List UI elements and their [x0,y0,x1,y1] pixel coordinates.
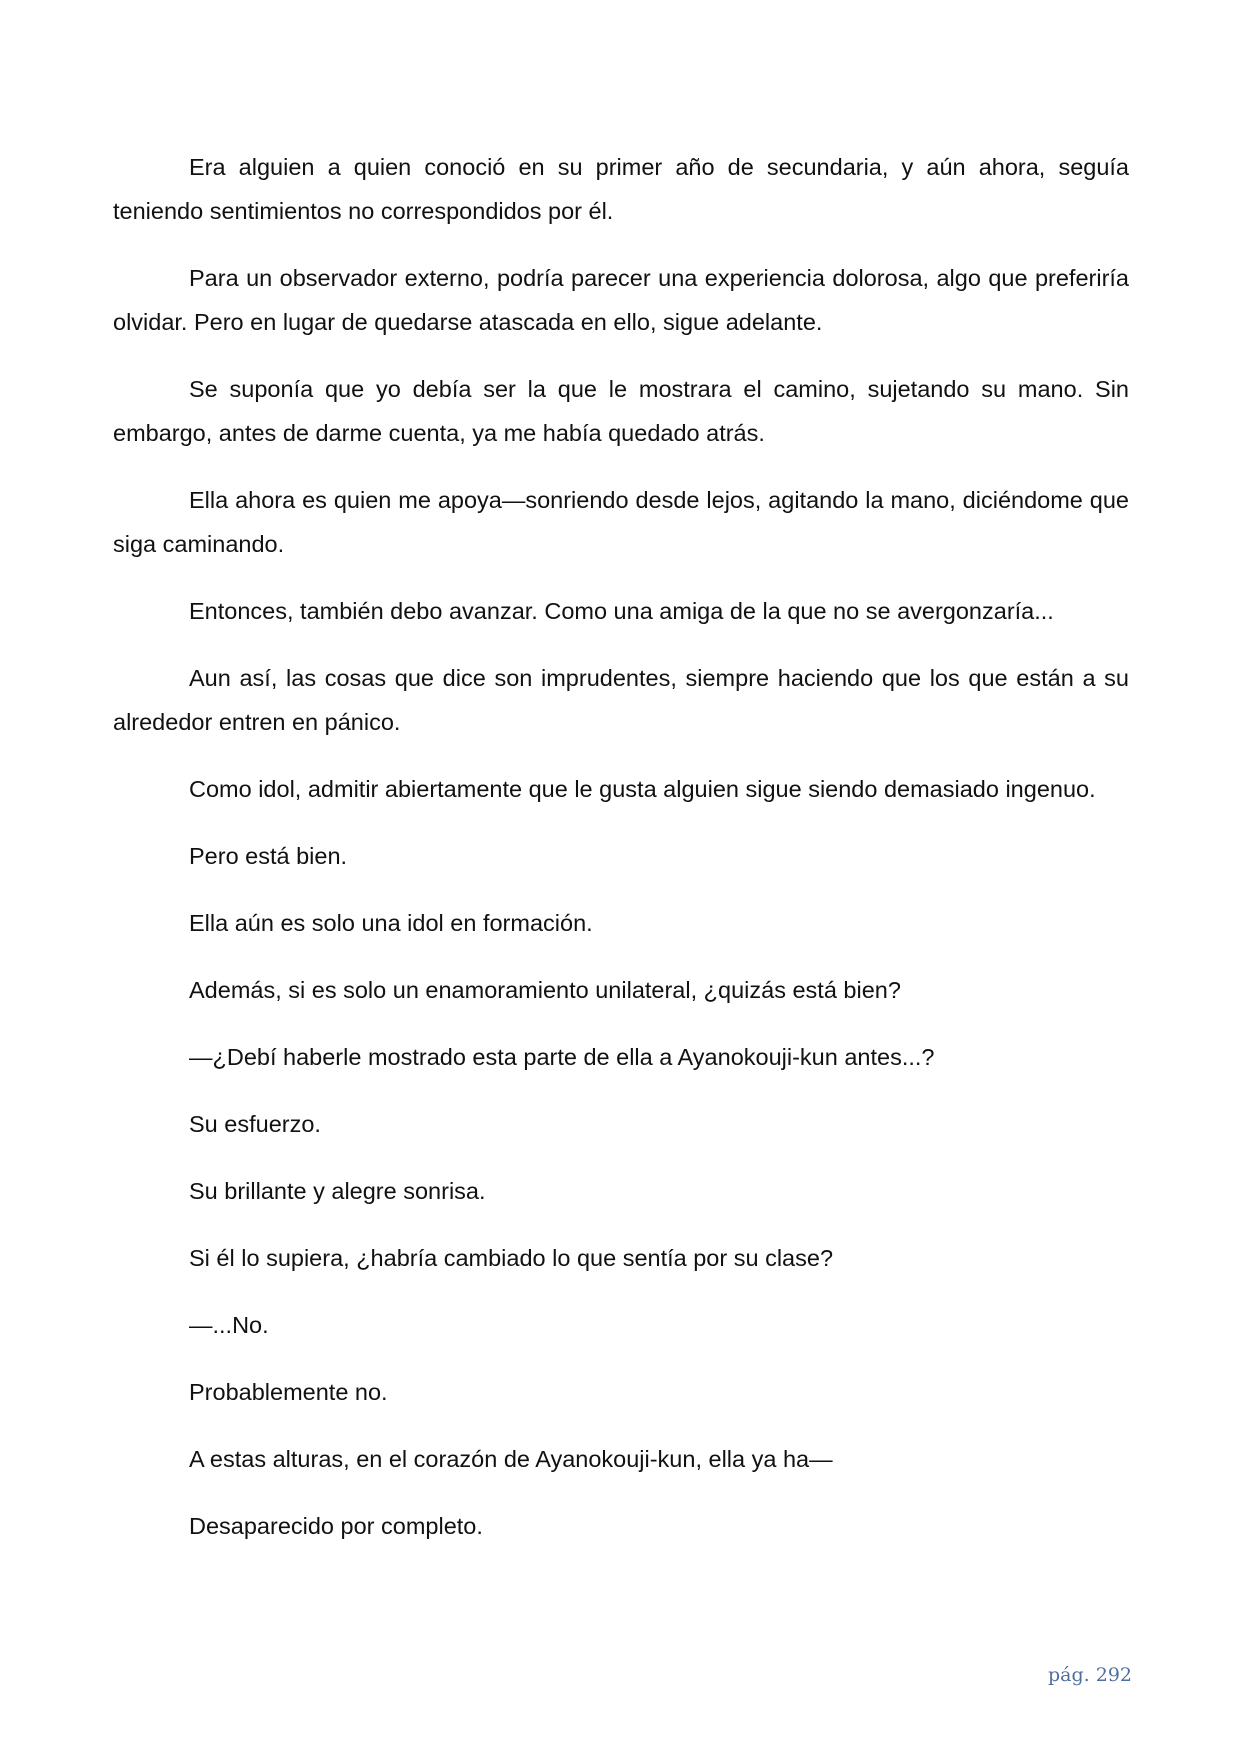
paragraph-12: Su esfuerzo. [189,1111,321,1137]
paragraph-11: —¿Debí haberle mostrado esta parte de ella a Ayanokouji-kun antes...? [189,1044,935,1070]
page-number: pág. 292 [1048,1664,1132,1686]
paragraph-10: Además, si es solo un enamoramiento unilateral, ¿quizás está bien? [189,977,901,1003]
body-text [113,145,1129,1571]
paragraph-8: Pero está bien. [189,843,348,869]
paragraph-2: Para un observador externo, podría parecer una experiencia dolorosa, algo que preferiría olvidar. Pero en lugar de quedarse atascada en ello, sigue adelante. [113,265,1129,335]
paragraph-4: Ella ahora es quien me apoya—sonriendo desde lejos, agitando la mano, diciéndome que siga caminando. [113,487,1129,557]
paragraph-13: Su brillante y alegre sonrisa. [189,1178,486,1204]
paragraph-5: Entonces, también debo avanzar. Como una amiga de la que no se avergonzaría... [189,598,1054,624]
paragraph-17: A estas alturas, en el corazón de Ayanokouji-kun, ella ya ha— [189,1446,833,1472]
paragraph-14: Si él lo supiera, ¿habría cambiado lo que sentía por su clase? [189,1245,834,1271]
paragraph-16: Probablemente no. [189,1379,388,1405]
paragraph-18: Desaparecido por completo. [189,1513,483,1539]
paragraph-15: —...No. [189,1312,269,1338]
paragraph-1: Era alguien a quien conoció en su primer año de secundaria, y aún ahora, seguía teniendo sentimientos no correspondidos por él. [113,154,1129,224]
paragraph-9: Ella aún es solo una idol en formación. [189,910,593,936]
paragraph-3: Se suponía que yo debía ser la que le mostrara el camino, sujetando su mano. Sin embargo, antes de darme cuenta, ya me había quedado atrás. [113,376,1129,446]
paragraph-6: Aun así, las cosas que dice son imprudentes, siempre haciendo que los que están a su alrededor entren en pánico. [113,665,1129,735]
paragraph-7: Como idol, admitir abiertamente que le gusta alguien sigue siendo demasiado ingenuo. [189,776,1096,802]
